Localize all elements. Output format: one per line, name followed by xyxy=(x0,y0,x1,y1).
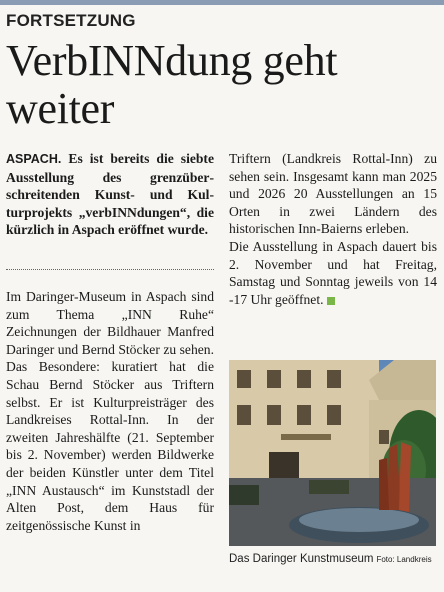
caption-text: Das Daringer Kunstmuseum xyxy=(229,553,374,565)
top-color-bar xyxy=(0,0,444,5)
dateline: ASPACH. xyxy=(6,152,62,166)
body-text-left: Im Daringer-Museum in Aspach sind zum Thema „INN Ruhe“ Zeichnungen der Bildhauer Manfred Daringer und Bernd Stöcker zu sehen. Das Besondere: kuratiert hat die Schau Bernd Stöcker aus Triftern selbst. Er ist Kulturpreisträger des Landkreises Rottal-Inn. In der zweiten Jahreshälfte (21. September bis 2. November) werden Bildwerke der beiden Künstler unter dem Titel „INN Austausch“ im Kunststadl der Alten Post, dem Haus für zeitgenössische Kunst in xyxy=(6,289,214,533)
headline-line-1: VerbINNdung geht xyxy=(6,36,338,85)
body-text-right xyxy=(229,150,437,308)
end-mark-icon xyxy=(327,297,335,305)
dotted-divider xyxy=(6,269,214,270)
lead-text: Es ist bereits die siebte Ausstellung des grenzüberschreitenden Kunst- und Kulturprojekts „verbINNdungen“, die kürzlich in Aspach eröffnet wurde. xyxy=(6,151,214,238)
headline xyxy=(6,37,436,133)
headline-line-2: weiter xyxy=(6,84,115,133)
kicker: FORTSETZUNG xyxy=(6,11,136,30)
museum-photo xyxy=(229,360,436,546)
body-paragraph-continued: Triftern (Landkreis Rottal-Inn) zu sehen sein. Insgesamt kann man 2025 und 2026 20 Ausstellungen an 15 Orten in zwei Ländern des historischen Inn-Baierns erleben. xyxy=(229,151,437,237)
body-paragraph-closing: Die Ausstellung in Aspach dauert bis 2. November und hat Freitag, Samstag und Sonntag jeweils von 14 -17 Uhr geöffnet. xyxy=(229,238,437,307)
photo-caption xyxy=(229,553,444,565)
photo-credit: Foto: Landkreis xyxy=(376,555,432,564)
lead-paragraph xyxy=(6,150,214,239)
